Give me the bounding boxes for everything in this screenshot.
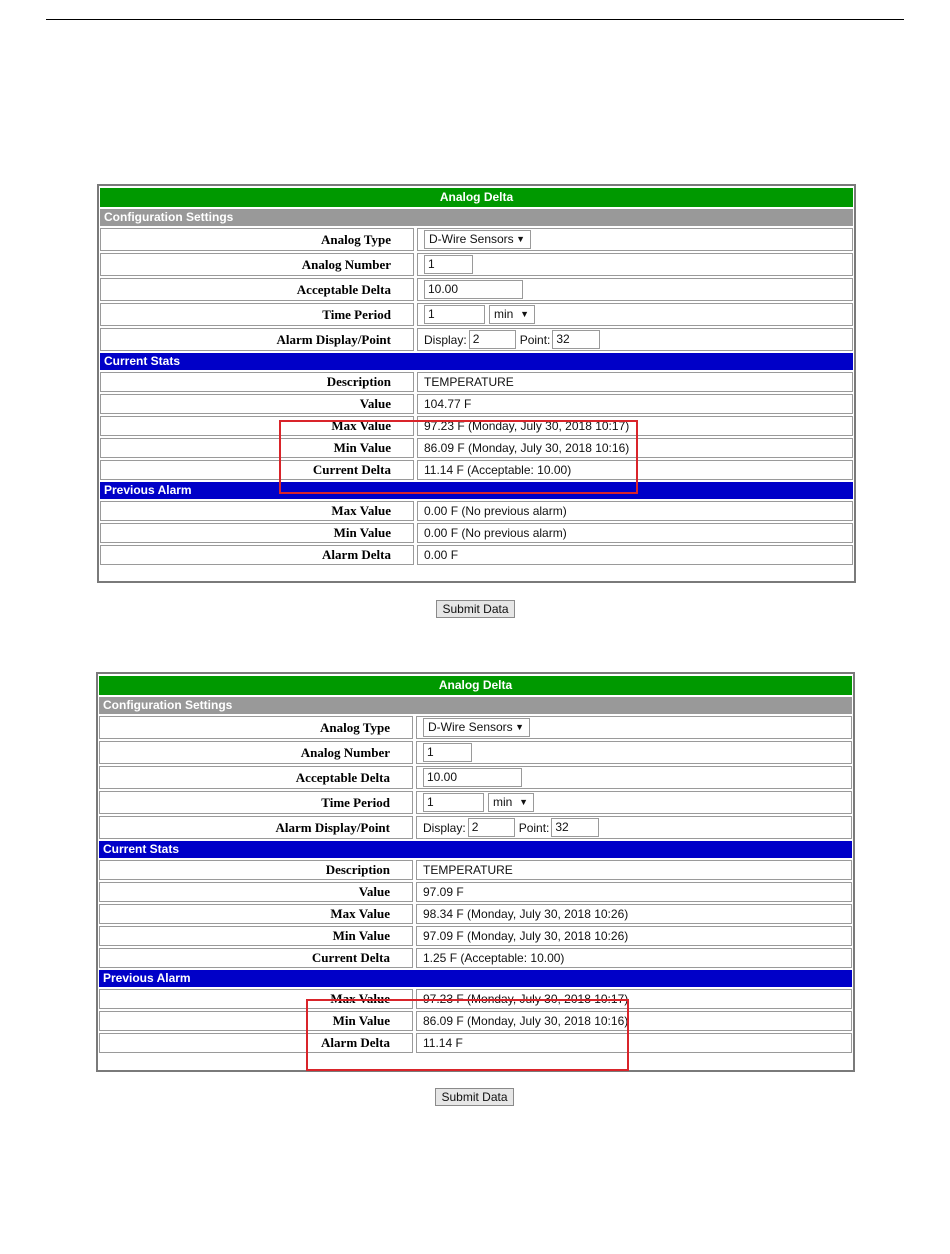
highlight-box-current-stats <box>279 420 638 494</box>
analog-number-input[interactable]: 1 <box>423 743 472 762</box>
prev-min-value-value: 86.09 F (Monday, July 30, 2018 10:16) <box>416 1011 852 1031</box>
analog-type-select[interactable] <box>424 230 531 249</box>
current-delta-label: Current Delta <box>100 460 414 480</box>
max-value-label: Max Value <box>99 904 413 924</box>
analog-number-label: Analog Number <box>100 253 414 276</box>
chevron-down-icon: ▼ <box>516 234 525 244</box>
min-value-label: Min Value <box>100 438 414 458</box>
time-period-cell <box>417 303 853 326</box>
max-value-value: 98.34 F (Monday, July 30, 2018 10:26) <box>416 904 852 924</box>
value-value: 97.09 F <box>416 882 852 902</box>
alarm-display-cell <box>416 816 852 839</box>
analog-type-cell <box>416 716 852 739</box>
analog-number-cell <box>417 253 853 276</box>
analog-delta-panel-1 <box>97 184 856 583</box>
prev-alarm-delta-label: Alarm Delta <box>100 545 414 565</box>
chevron-down-icon: ▼ <box>515 722 524 732</box>
chevron-down-icon: ▼ <box>520 309 529 319</box>
time-period-label: Time Period <box>99 791 413 814</box>
submit-data-button-1[interactable]: Submit Data <box>436 600 515 618</box>
time-period-unit-select[interactable] <box>488 793 534 812</box>
time-period-unit-value: min <box>493 795 513 809</box>
prev-min-value-label: Min Value <box>100 523 414 543</box>
display-input[interactable]: 2 <box>468 818 515 837</box>
display-label: Display: <box>424 332 467 347</box>
time-period-input[interactable]: 1 <box>423 793 484 812</box>
current-delta-value: 11.14 F (Acceptable: 10.00) <box>417 460 853 480</box>
analog-type-row <box>100 228 853 251</box>
current-delta-row <box>99 948 852 968</box>
alarm-display-label: Alarm Display/Point <box>100 328 414 351</box>
min-value-row <box>99 926 852 946</box>
prev-max-value-label: Max Value <box>100 501 414 521</box>
acceptable-delta-cell <box>416 766 852 789</box>
point-input[interactable]: 32 <box>552 330 600 349</box>
description-value: TEMPERATURE <box>417 372 853 392</box>
display-input[interactable]: 2 <box>469 330 516 349</box>
alarm-display-cell <box>417 328 853 351</box>
description-label: Description <box>100 372 414 392</box>
value-row <box>99 882 852 902</box>
chevron-down-icon: ▼ <box>519 797 528 807</box>
highlight-box-previous-alarm <box>306 999 629 1071</box>
prev-min-value-label: Min Value <box>99 1011 413 1031</box>
prev-alarm-delta-value: 11.14 F <box>416 1033 852 1053</box>
previous-alarm-header: Previous Alarm <box>99 970 852 987</box>
analog-type-row <box>99 716 852 739</box>
analog-type-select-value: D-Wire Sensors <box>429 232 514 246</box>
analog-number-row <box>100 253 853 276</box>
acceptable-delta-cell <box>417 278 853 301</box>
time-period-row <box>99 791 852 814</box>
analog-type-label: Analog Type <box>100 228 414 251</box>
prev-max-value-label: Max Value <box>99 989 413 1009</box>
prev-min-value-row <box>100 523 853 543</box>
alarm-display-label: Alarm Display/Point <box>99 816 413 839</box>
min-value-label: Min Value <box>99 926 413 946</box>
top-rule <box>46 19 904 20</box>
value-row <box>100 394 853 414</box>
description-row <box>100 372 853 392</box>
min-value-value: 86.09 F (Monday, July 30, 2018 10:16) <box>417 438 853 458</box>
value-label: Value <box>100 394 414 414</box>
current-delta-label: Current Delta <box>99 948 413 968</box>
acceptable-delta-input[interactable]: 10.00 <box>424 280 523 299</box>
point-input[interactable]: 32 <box>551 818 599 837</box>
prev-alarm-delta-label: Alarm Delta <box>99 1033 413 1053</box>
description-label: Description <box>99 860 413 880</box>
display-label: Display: <box>423 820 466 835</box>
point-label: Point: <box>519 332 551 347</box>
analog-number-label: Analog Number <box>99 741 413 764</box>
panel-title: Analog Delta <box>100 188 853 207</box>
config-settings-header: Configuration Settings <box>99 697 852 714</box>
prev-max-value-value: 0.00 F (No previous alarm) <box>417 501 853 521</box>
min-value-value: 97.09 F (Monday, July 30, 2018 10:26) <box>416 926 852 946</box>
prev-alarm-delta-row <box>100 545 853 565</box>
analog-type-cell <box>417 228 853 251</box>
alarm-display-row <box>100 328 853 351</box>
current-stats-header: Current Stats <box>100 353 853 370</box>
time-period-input[interactable]: 1 <box>424 305 485 324</box>
prev-max-value-value: 97.23 F (Monday, July 30, 2018 10:17) <box>416 989 852 1009</box>
prev-min-value-value: 0.00 F (No previous alarm) <box>417 523 853 543</box>
time-period-unit-select[interactable] <box>489 305 535 324</box>
time-period-label: Time Period <box>100 303 414 326</box>
acceptable-delta-input[interactable]: 10.00 <box>423 768 522 787</box>
config-settings-header: Configuration Settings <box>100 209 853 226</box>
submit-data-button-2[interactable]: Submit Data <box>435 1088 514 1106</box>
alarm-display-row <box>99 816 852 839</box>
analog-type-label: Analog Type <box>99 716 413 739</box>
prev-max-value-row <box>100 501 853 521</box>
analog-type-select[interactable] <box>423 718 530 737</box>
current-stats-header: Current Stats <box>99 841 852 858</box>
acceptable-delta-row <box>99 766 852 789</box>
description-value: TEMPERATURE <box>416 860 852 880</box>
acceptable-delta-label: Acceptable Delta <box>99 766 413 789</box>
panel-title: Analog Delta <box>99 676 852 695</box>
value-label: Value <box>99 882 413 902</box>
analog-type-select-value: D-Wire Sensors <box>428 720 513 734</box>
previous-alarm-header: Previous Alarm <box>100 482 853 499</box>
acceptable-delta-row <box>100 278 853 301</box>
description-row <box>99 860 852 880</box>
current-delta-value: 1.25 F (Acceptable: 10.00) <box>416 948 852 968</box>
time-period-cell <box>416 791 852 814</box>
acceptable-delta-label: Acceptable Delta <box>100 278 414 301</box>
value-value: 104.77 F <box>417 394 853 414</box>
analog-number-input[interactable]: 1 <box>424 255 473 274</box>
analog-number-cell <box>416 741 852 764</box>
max-value-label: Max Value <box>100 416 414 436</box>
max-value-value: 97.23 F (Monday, July 30, 2018 10:17) <box>417 416 853 436</box>
analog-number-row <box>99 741 852 764</box>
prev-alarm-delta-value: 0.00 F <box>417 545 853 565</box>
time-period-unit-value: min <box>494 307 514 321</box>
point-label: Point: <box>518 820 550 835</box>
time-period-row <box>100 303 853 326</box>
max-value-row <box>99 904 852 924</box>
